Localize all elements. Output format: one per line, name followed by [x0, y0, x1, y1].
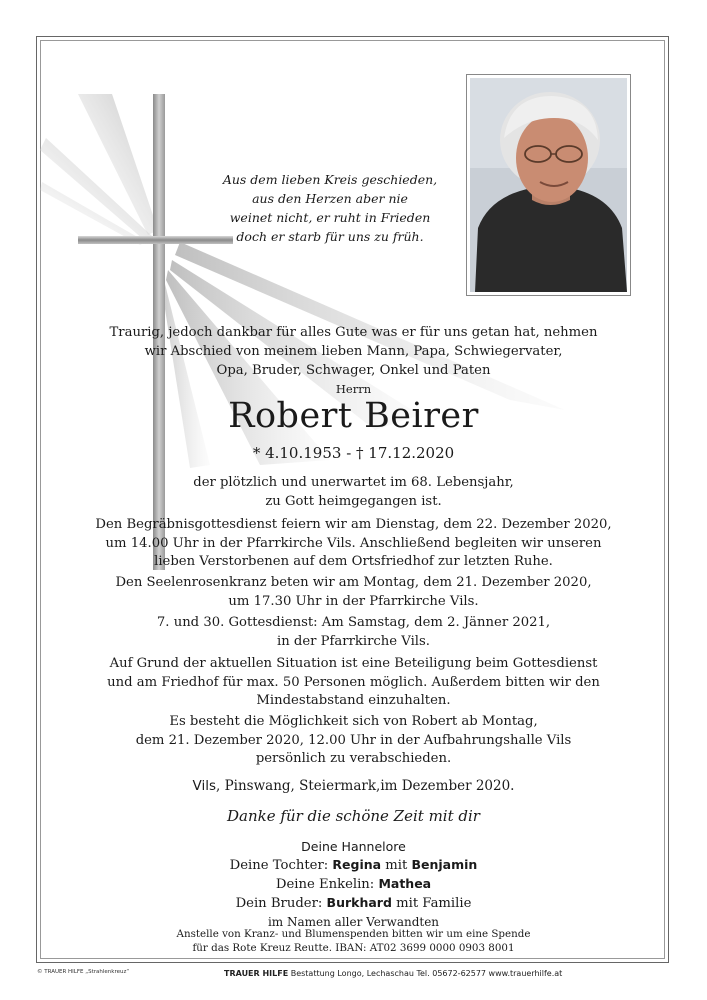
paragraph-line: Den Begräbnisgottesdienst feiern wir am Dienstag, dem 22. Dezember 2020,: [95, 517, 612, 532]
death-notice: [60, 473, 647, 511]
family-daughter: [60, 856, 647, 875]
paragraph-line: Mindestabstand einzuhalten.: [256, 693, 451, 708]
family-label: mit: [381, 858, 412, 873]
donation-line: Anstelle von Kranz- und Blumenspenden bitten wir um eine Spende: [176, 928, 531, 940]
family-label: Deine Tochter:: [229, 858, 333, 873]
poem-line: doch er starb für uns zu früh.: [236, 229, 424, 244]
paragraph-line: 7. und 30. Gottesdienst: Am Samstag, dem 2. Jänner 2021,: [156, 615, 551, 630]
poem-line: weinet nicht, er ruht in Frieden: [229, 210, 431, 225]
portrait-image: [470, 78, 627, 292]
rosary-paragraph: [60, 574, 647, 611]
design-credit: © TRAUER HILFE „Strahlenkreuz“: [37, 969, 130, 975]
poem-line: aus den Herzen aber nie: [252, 191, 408, 206]
intro-text: [60, 323, 647, 380]
paragraph-line: lieben Verstorbenen auf dem Ortsfriedhof zur letzten Ruhe.: [154, 554, 553, 569]
thanks-line: Danke für die schöne Zeit mit dir: [227, 807, 480, 825]
family-granddaughter: [60, 875, 647, 894]
family-all: im Namen aller Verwandten: [267, 915, 440, 929]
paragraph-line: um 17.30 Uhr in der Pfarrkirche Vils.: [228, 593, 479, 609]
donation-note: [60, 928, 647, 955]
family-member: Regina: [332, 857, 382, 872]
place-rest: , Pinswang, Steiermark,im Dezember 2020.: [216, 778, 515, 794]
family-member: Burkhard: [326, 895, 392, 910]
paragraph-line: um 14.00 Uhr in der Pfarrkirche Vils. Anschließend begleiten wir unseren: [105, 535, 602, 551]
paragraph-line: Auf Grund der aktuellen Situation ist eine Beteiligung beim Gottesdienst: [109, 656, 598, 671]
family-label: mit Familie: [391, 896, 472, 911]
footer-brand: TRAUER HILFE: [224, 969, 289, 978]
paragraph-line: in der Pfarrkirche Vils.: [277, 633, 430, 649]
donation-line: für das Rote Kreuz Reutte. IBAN: AT02 3699 0000 0903 8001: [192, 941, 515, 954]
family-brother: [60, 894, 647, 913]
place-date: [60, 778, 647, 794]
death-line: zu Gott heimgegangen ist.: [265, 494, 442, 509]
family-label: Deine Enkelin:: [275, 877, 379, 892]
family-list: [60, 838, 647, 931]
memorial-poem: [190, 170, 470, 246]
family-wife: Deine Hannelore: [301, 839, 406, 854]
salutation: Herrn: [335, 382, 372, 396]
footer-text: Bestattung Longo, Lechaschau Tel. 05672-62577 www.trauerhilfe.at: [288, 969, 563, 978]
poem-line: Aus dem lieben Kreis geschieden,: [222, 172, 438, 187]
footer-contact: [224, 969, 562, 978]
paragraph-line: und am Friedhof für max. 50 Personen möglich. Außerdem bitten wir den: [107, 674, 600, 690]
family-member: Benjamin: [411, 857, 478, 872]
mass-paragraph: [60, 614, 647, 651]
place-town: Vils: [192, 778, 216, 794]
funeral-paragraph: [60, 516, 647, 572]
intro-line: Opa, Bruder, Schwager, Onkel und Paten: [216, 363, 491, 378]
paragraph-line: dem 21. Dezember 2020, 12.00 Uhr in der Aufbahrungshalle Vils: [135, 732, 572, 748]
farewell-paragraph: [60, 713, 647, 769]
attendance-paragraph: [60, 655, 647, 711]
family-label: Dein Bruder:: [235, 896, 327, 911]
death-line: der plötzlich und unerwartet im 68. Lebensjahr,: [193, 475, 514, 490]
intro-line: Traurig, jedoch dankbar für alles Gute was er für uns getan hat, nehmen: [109, 325, 598, 340]
paragraph-line: persönlich zu verabschieden.: [255, 751, 452, 766]
family-member: Mathea: [378, 876, 432, 891]
life-dates: * 4.10.1953 - † 17.12.2020: [252, 444, 455, 462]
portrait-photo: [466, 74, 631, 296]
paragraph-line: Den Seelenrosenkranz beten wir am Montag, dem 21. Dezember 2020,: [115, 575, 592, 590]
intro-line: wir Abschied von meinem lieben Mann, Papa, Schwiegervater,: [144, 344, 563, 359]
paragraph-line: Es besteht die Möglichkeit sich von Robert ab Montag,: [169, 714, 538, 729]
deceased-name: Robert Beirer: [228, 396, 479, 436]
